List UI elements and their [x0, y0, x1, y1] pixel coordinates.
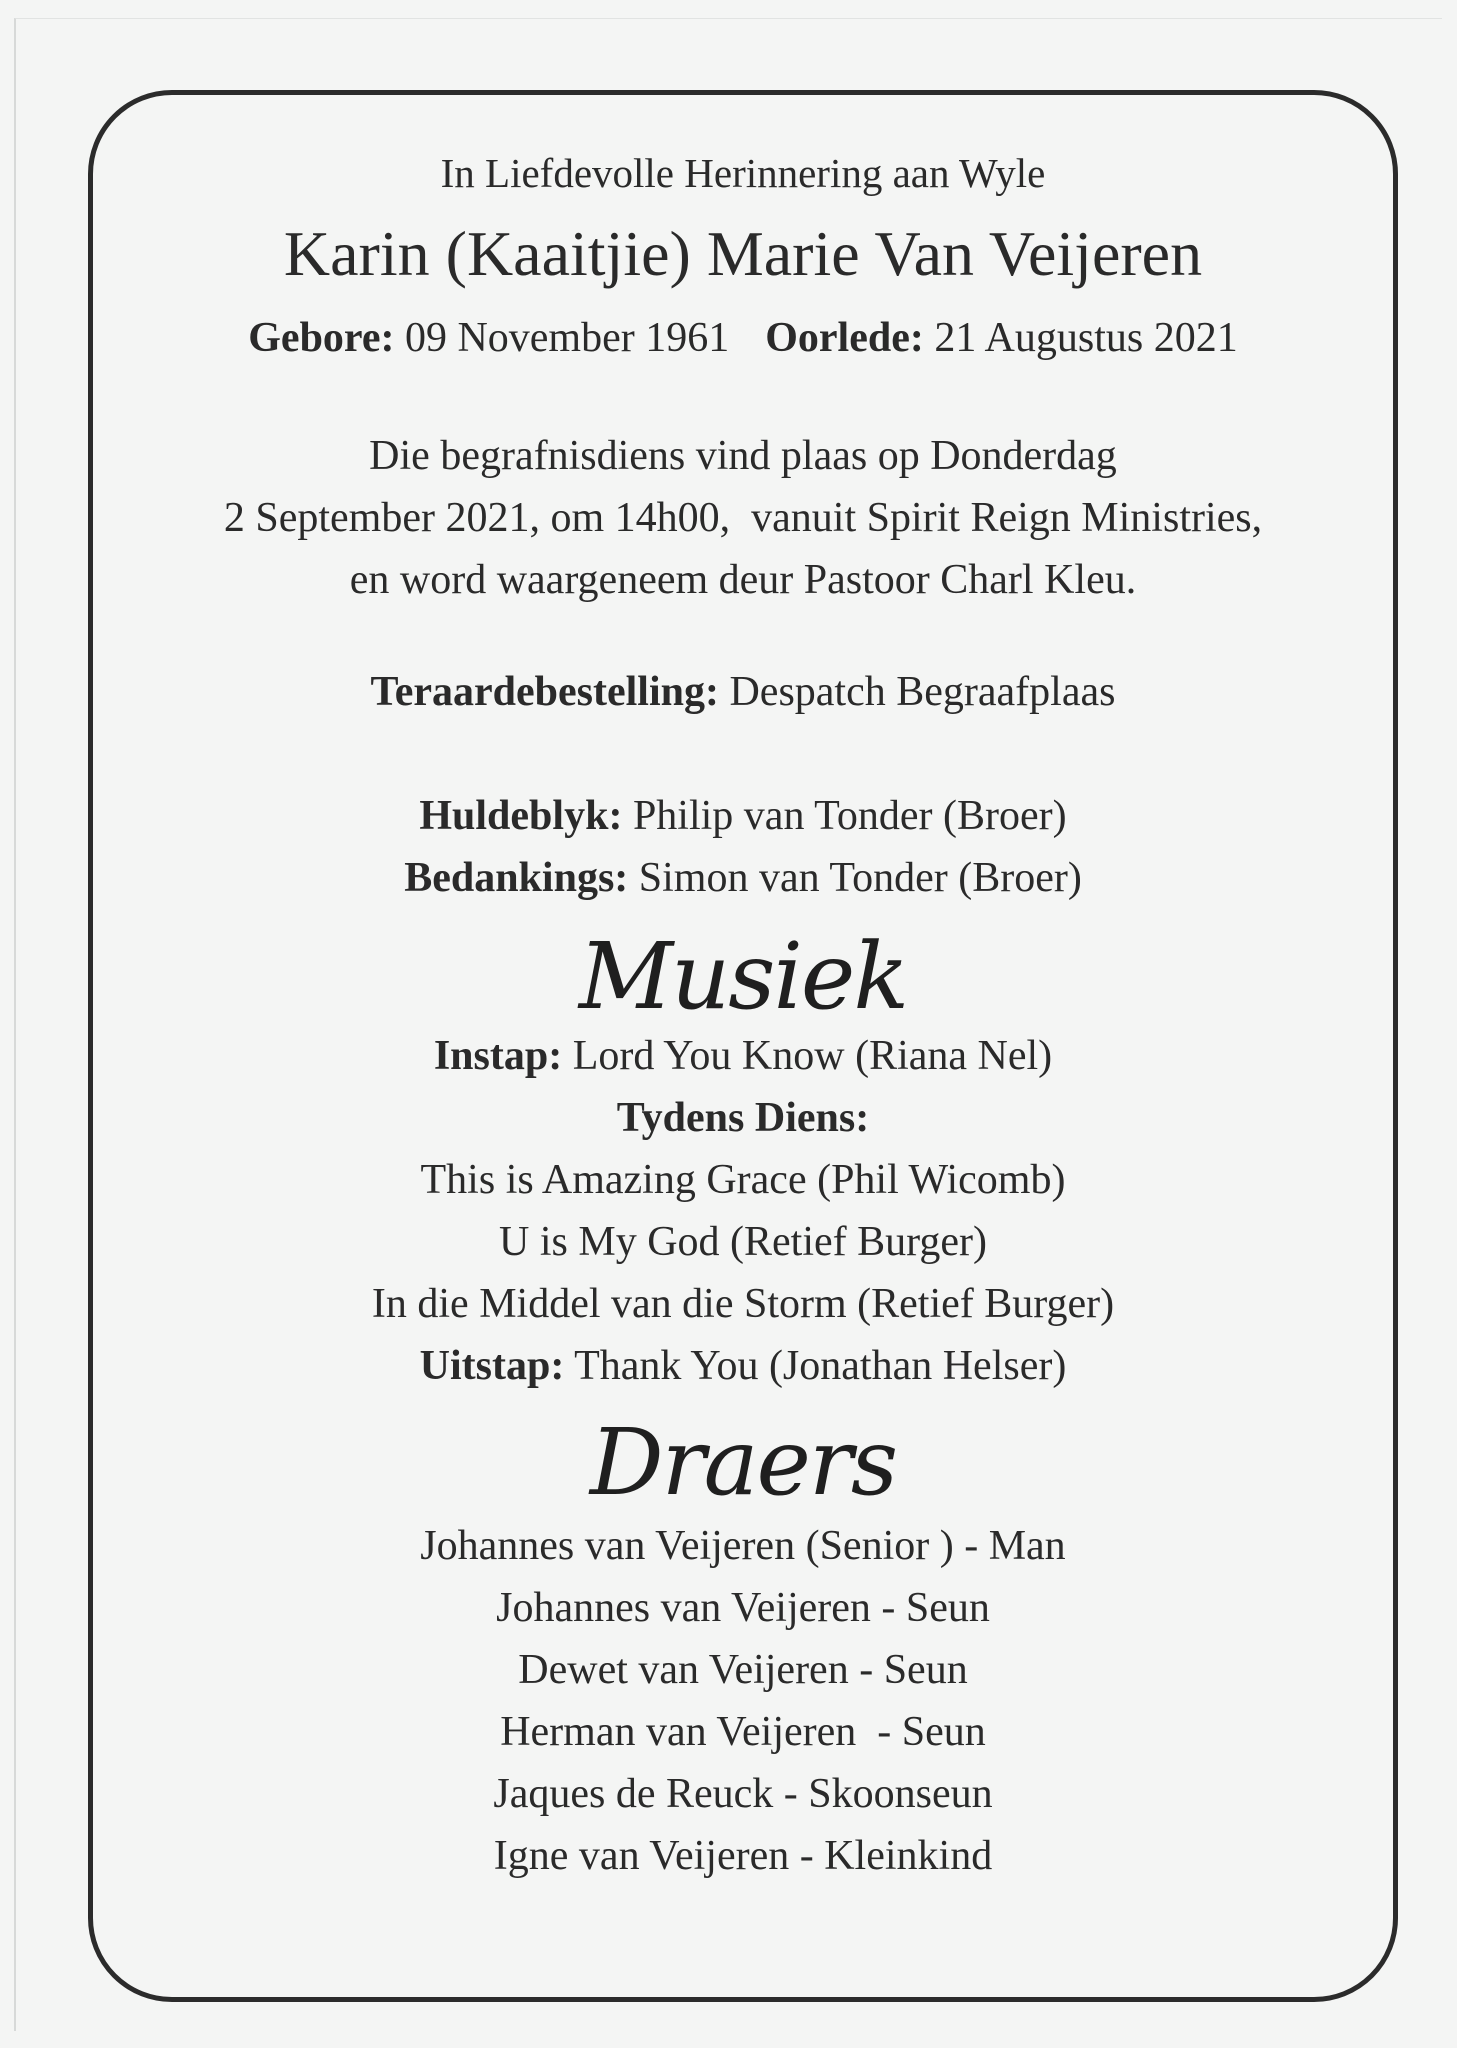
died-date: 21 Augustus 2021	[934, 315, 1238, 361]
bearer-item: Igne van Veijeren - Kleinkind	[493, 1833, 993, 1879]
thanks-line	[93, 847, 1393, 909]
bearers-list	[93, 1515, 1393, 1887]
exit-value: Thank You (Jonathan Helser)	[574, 1343, 1067, 1389]
music-section	[93, 1025, 1393, 1397]
died-label: Oorlede:	[765, 315, 924, 361]
burial-label: Teraardebestelling:	[370, 669, 719, 715]
born-label: Gebore:	[248, 315, 395, 361]
tribute-value: Philip van Tonder (Broer)	[632, 793, 1067, 839]
burial-value: Despatch Begraafplaas	[729, 669, 1116, 715]
service-line-1: Die begrafnisdiens vind plaas op Donderdag	[369, 433, 1117, 479]
entry-value: Lord You Know (Riana Nel)	[572, 1033, 1053, 1079]
life-dates	[93, 311, 1393, 365]
thanks-label: Bedankings:	[404, 855, 629, 901]
music-heading: Musiek	[578, 923, 908, 1030]
song-item: In die Middel van die Storm (Retief Burger)	[371, 1281, 1115, 1327]
entry-label: Instap:	[433, 1033, 563, 1079]
service-details	[93, 425, 1393, 611]
born-date: 09 November 1961	[404, 315, 730, 361]
burial-line	[93, 661, 1393, 723]
tribute-label: Huldeblyk:	[419, 793, 623, 839]
song-item: This is Amazing Grace (Phil Wicomb)	[420, 1157, 1066, 1203]
bearer-item: Johannes van Veijeren (Senior ) - Man	[420, 1523, 1066, 1569]
during-service-label: Tydens Diens:	[616, 1095, 870, 1141]
bearer-item: Jaques de Reuck - Skoonseun	[493, 1771, 993, 1817]
entry-line	[93, 1025, 1393, 1087]
bearers-heading: Draers	[589, 1409, 897, 1516]
bearer-item: Dewet van Veijeren - Seun	[518, 1647, 968, 1693]
program-content	[93, 95, 1393, 1887]
thanks-value: Simon van Tonder (Broer)	[638, 855, 1082, 901]
bearer-item: Herman van Veijeren - Seun	[500, 1709, 986, 1755]
intro-line: In Liefdevolle Herinnering aan Wyle	[440, 150, 1046, 196]
deceased-name: Karin (Kaaitjie) Marie Van Veijeren	[283, 218, 1203, 289]
exit-label: Uitstap:	[419, 1343, 565, 1389]
tribute-line	[93, 785, 1393, 847]
service-line-3: en word waargeneem deur Pastoor Charl Kleu.	[349, 557, 1137, 603]
bearer-item: Johannes van Veijeren - Seun	[496, 1585, 990, 1631]
exit-line	[93, 1335, 1393, 1397]
song-item: U is My God (Retief Burger)	[499, 1219, 987, 1265]
service-line-2: 2 September 2021, om 14h00, vanuit Spirit Reign Ministries,	[223, 495, 1263, 541]
tributes-section	[93, 785, 1393, 909]
